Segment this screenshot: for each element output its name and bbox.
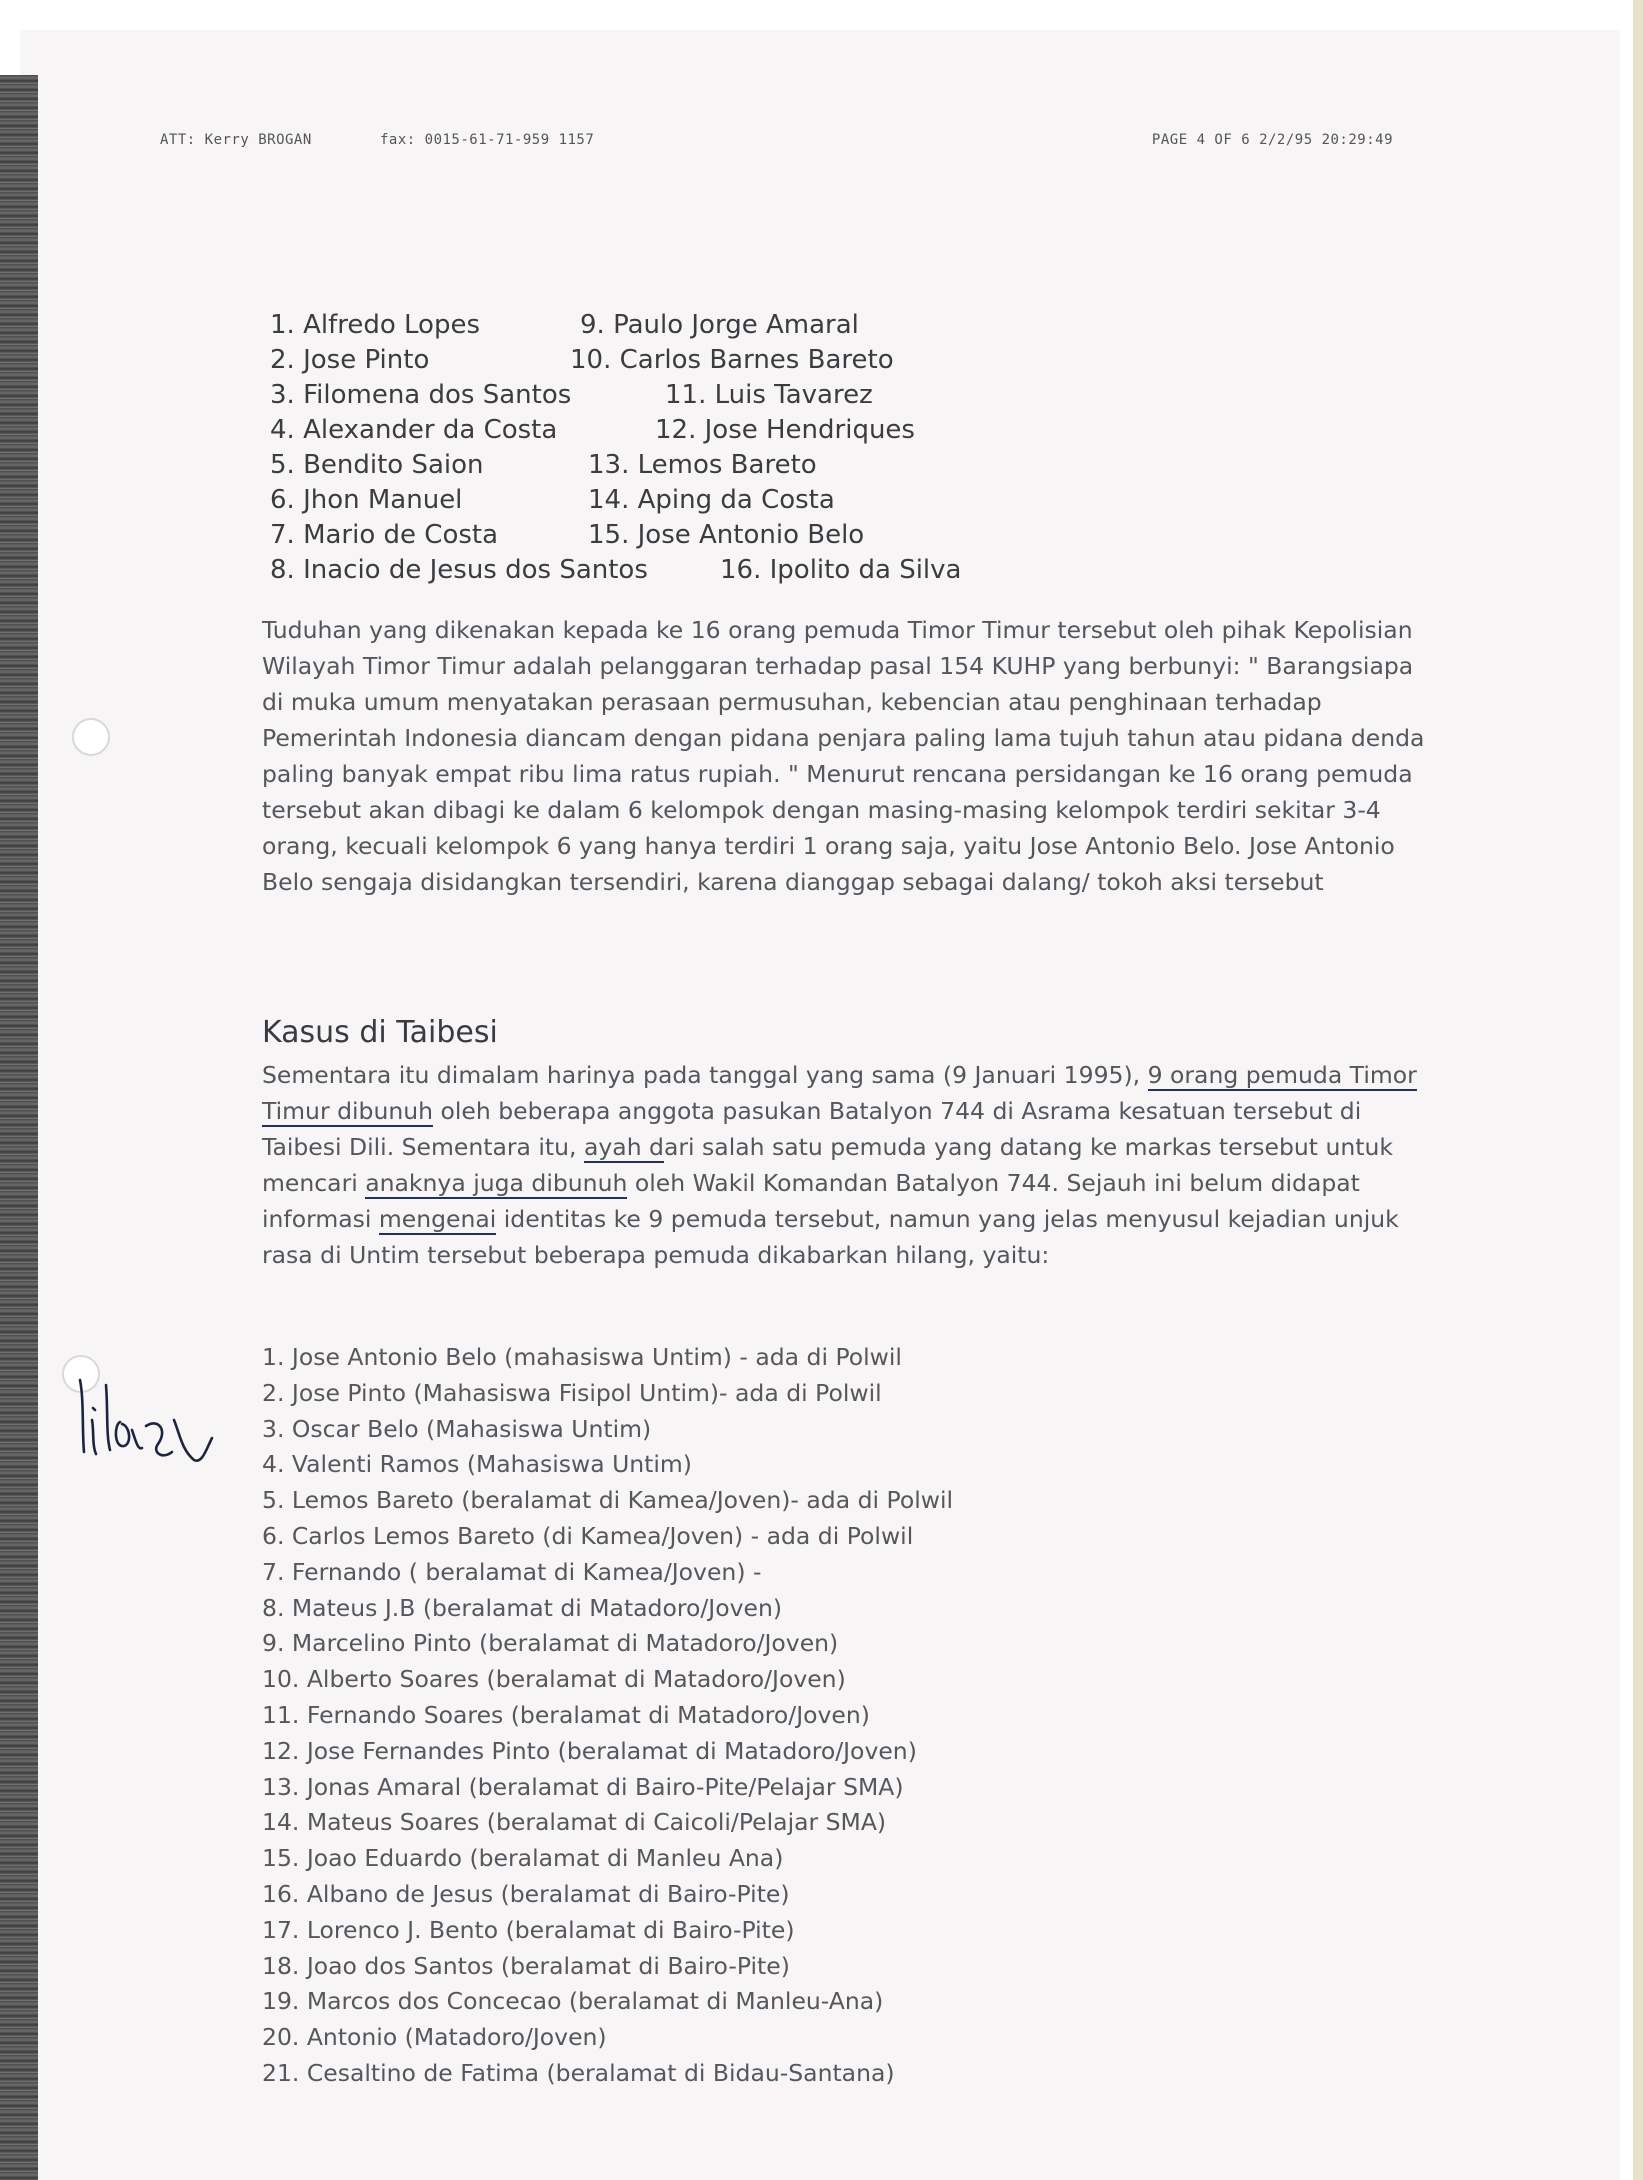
paragraph-text: identitas ke 9 pemuda tersebut, namun yang jelas menyusul kejadian unjuk rasa di Untim tersebut beberapa pemuda dikabarkan hilang, yaitu: [262,1205,1399,1269]
name-right: 12. Jose Hendriques [655,415,915,445]
list-item [270,308,1010,343]
fax-attention: ATT: Kerry BROGAN [160,132,312,148]
list-item [270,448,1010,483]
list-item: 11. Fernando Soares (beralamat di Matadoro/Joven) [262,1700,870,1729]
list-item [270,378,1010,413]
name-right: 15. Jose Antonio Belo [588,520,865,550]
list-item: 10. Alberto Soares (beralamat di Matadoro/Joven) [262,1665,846,1694]
name-right: 11. Luis Tavarez [665,380,873,410]
list-item: 21. Cesaltino de Fatima (beralamat di Bidau-Santana) [262,2058,895,2087]
name-right: 13. Lemos Bareto [588,450,817,480]
list-item [270,518,1010,553]
list-item: 12. Jose Fernandes Pinto (beralamat di Matadoro/Joven) [262,1736,917,1765]
name-left: 7. Mario de Costa [270,520,499,550]
name-right: 10. Carlos Barnes Bareto [570,345,894,375]
list-item: 1. Jose Antonio Belo (mahasiswa Untim) - ada di Polwil [262,1343,902,1371]
list-item: 17. Lorenco J. Bento (beralamat di Bairo-Pite) [262,1915,795,1944]
list-item: 16. Albano de Jesus (beralamat di Bairo-Pite) [262,1879,790,1908]
underlined-text: ayah d [583,1133,664,1161]
paragraph-text: oleh beberapa anggota pasukan Batalyon 744 di Asrama kesatuan tersebut di Taibesi Dili. Sementara itu, [262,1097,1362,1161]
name-left: 6. Jhon Manuel [270,485,463,515]
underlined-text: 9 orang pemuda Timor Timur dibunuh [262,1061,1417,1125]
punch-hole-top [72,718,110,756]
section-heading: Kasus di Taibesi [262,1015,498,1050]
list-item: 14. Mateus Soares (beralamat di Caicoli/Pelajar SMA) [262,1808,887,1837]
list-item: 5. Lemos Bareto (beralamat di Kamea/Joven)- ada di Polwil [262,1486,954,1515]
underlined-text: anaknya juga dibunuh [365,1169,628,1197]
paragraph-text: ari salah satu pemuda yang datang ke markas tersebut untuk mencari [262,1133,1393,1197]
list-item: 18. Joao dos Santos (beralamat di Bairo-Pite) [262,1951,790,1980]
name-left: 8. Inacio de Jesus dos Santos [270,555,648,585]
name-left: 4. Alexander da Costa [270,415,558,445]
list-item: 4. Valenti Ramos (Mahasiswa Untim) [262,1450,692,1479]
name-left: 2. Jose Pinto [270,345,430,375]
name-right: 14. Aping da Costa [588,485,835,515]
list-item [270,413,1010,448]
list-item: 9. Marcelino Pinto (beralamat di Matadoro/Joven) [262,1629,839,1658]
list-item: 13. Jonas Amaral (beralamat di Bairo-Pite/Pelajar SMA) [262,1772,904,1801]
list-item [270,343,1010,378]
list-item: 7. Fernando ( beralamat di Kamea/Joven) - [262,1557,762,1586]
fax-page-info: PAGE 4 OF 6 2/2/95 20:29:49 [1151,132,1393,148]
list-item: 8. Mateus J.B (beralamat di Matadoro/Joven) [262,1593,783,1622]
list-item: 2. Jose Pinto (Mahasiswa Fisipol Untim)- ada di Polwil [262,1378,882,1407]
charges-paragraph: Tuduhan yang dikenakan kepada ke 16 orang pemuda Timor Timur tersebut oleh pihak Kepolisian Wilayah Timor Timur adalah pelanggaran terhadap pasal 154 KUHP yang berbunyi: " Barangsiapa di muka umum menyatakan perasaan permusuhan, kebencian atau penghinaan terhadap Pemerintah Indonesia diancam dengan pidana penjara paling lama tujuh tahun atau pidana denda paling banyak empat ribu lima ratus rupiah. " Menurut rencana persidangan ke 16 orang pemuda tersebut akan dibagi ke dalam 6 kelompok dengan masing-masing kelompok terdiri sekitar 3-4 orang, kecuali kelompok 6 yang hanya terdiri 1 orang saja, yaitu Jose Antonio Belo. Jose Antonio Belo sengaja disidangkan tersendiri, karena dianggap sebagai dalang/ tokoh aksi tersebut [262,616,1425,896]
name-left: 5. Bendito Saion [270,450,484,480]
name-left: 3. Filomena dos Santos [270,380,572,410]
paragraph-text: Sementara itu dimalam harinya pada tanggal yang sama (9 Januari 1995), [262,1061,1148,1089]
list-item: 19. Marcos dos Concecao (beralamat di Manleu-Ana) [262,1987,884,2016]
taibesi-paragraph [262,1057,1442,1273]
underlined-text: mengenai [378,1205,497,1233]
list-item [270,553,1010,588]
handwritten-note-hilang [62,1360,222,1470]
list-item [270,483,1010,518]
name-right: 9. Paulo Jorge Amaral [580,310,859,340]
list-item: 20. Antonio (Matadoro/Joven) [262,2023,607,2052]
name-left: 1. Alfredo Lopes [270,310,481,340]
paragraph-text: oleh Wakil Komandan Batalyon 744. Sejauh ini belum didapat informasi [262,1169,1360,1233]
list-item: 15. Joao Eduardo (beralamat di Manleu Ana) [262,1844,784,1873]
list-item: 3. Oscar Belo (Mahasiswa Untim) [262,1414,652,1443]
fax-number: fax: 0015-61-71-959 1157 [380,132,595,148]
name-right: 16. Ipolito da Silva [720,555,962,585]
missing-persons-list [262,1340,1262,2092]
list-item: 6. Carlos Lemos Bareto (di Kamea/Joven) - ada di Polwil [262,1521,914,1550]
accused-names-list [270,308,1010,588]
binding-edge [0,75,38,2180]
page-edge-right [1633,0,1643,2180]
